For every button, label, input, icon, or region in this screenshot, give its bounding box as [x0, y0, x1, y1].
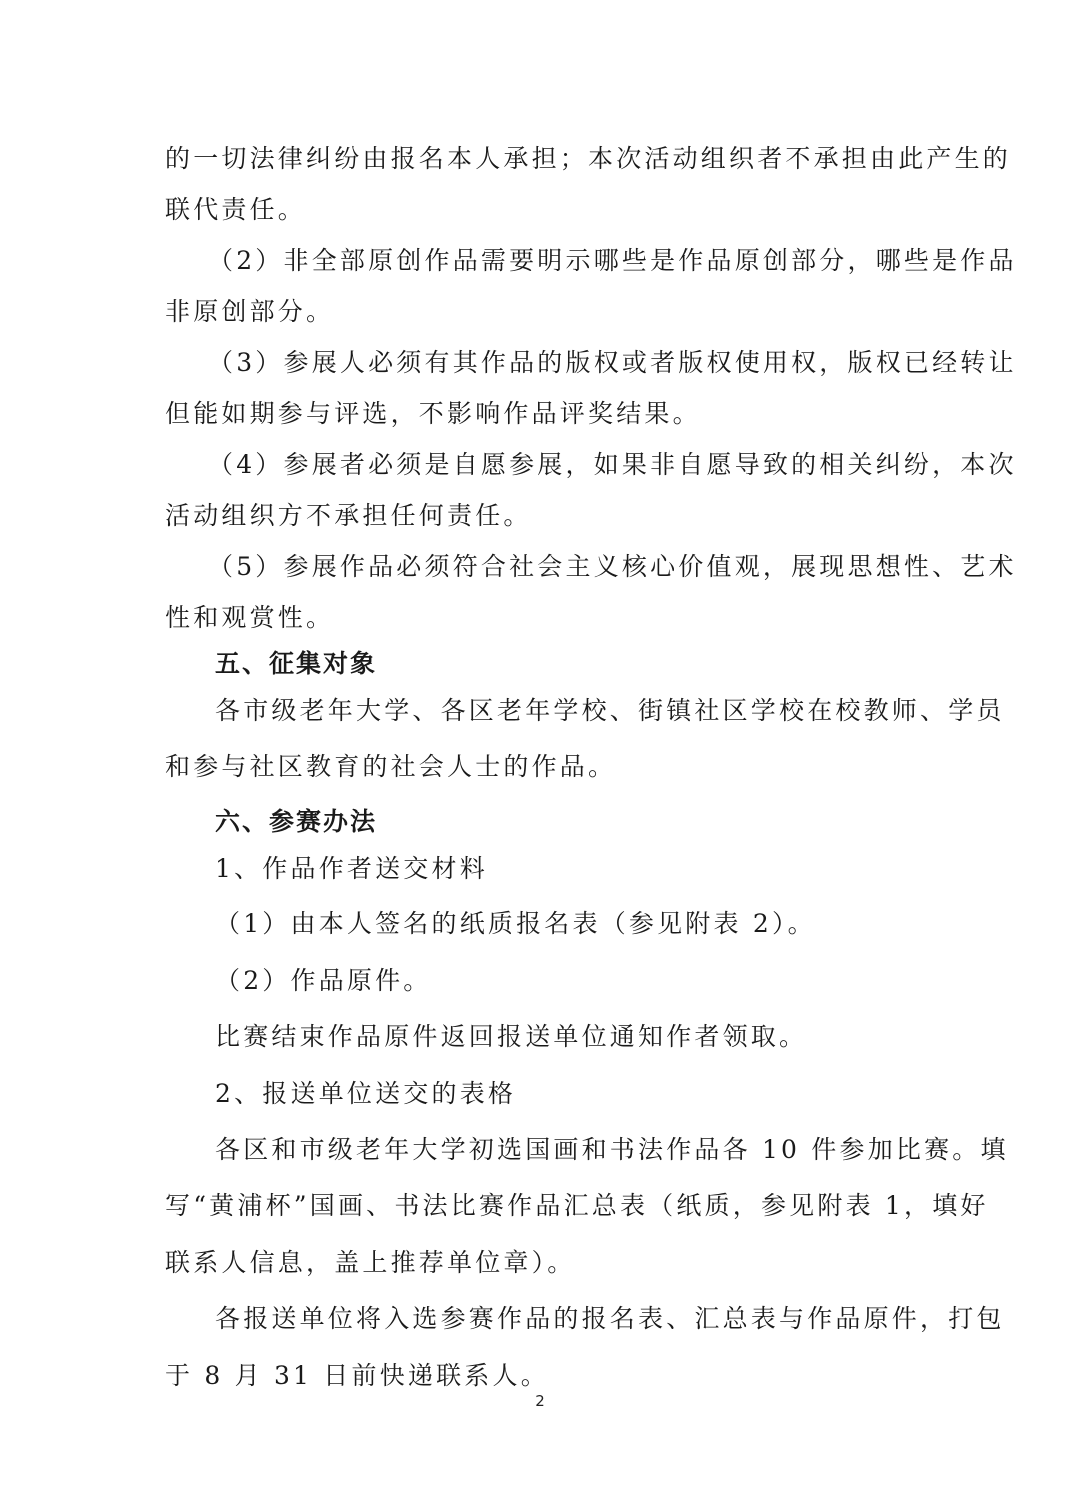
- paragraph-line: 非原创部分。: [165, 297, 335, 326]
- paragraph-line: （3）参展人必须有其作品的版权或者版权使用权，版权已经转让: [208, 348, 1017, 377]
- paragraph-line: 于 8 月 31 日前快递联系人。: [165, 1361, 549, 1390]
- section-heading: 五、征集对象: [215, 649, 378, 678]
- paragraph-line: 的一切法律纠纷由报名本人承担；本次活动组织者不承担由此产生的: [165, 144, 1012, 173]
- paragraph-line: 联系人信息，盖上推荐单位章）。: [165, 1248, 576, 1277]
- paragraph-line: 性和观赏性。: [165, 603, 335, 632]
- paragraph-line: （4）参展者必须是自愿参展，如果非自愿导致的相关纠纷，本次: [208, 450, 1017, 479]
- paragraph-line: （1）由本人签名的纸质报名表（参见附表 2）。: [215, 909, 816, 938]
- paragraph-line: 但能如期参与评选，不影响作品评奖结果。: [165, 399, 701, 428]
- paragraph-line: 比赛结束作品原件返回报送单位通知作者领取。: [215, 1022, 808, 1051]
- page-number: 2: [535, 1392, 545, 1410]
- paragraph-line: （2）非全部原创作品需要明示哪些是作品原创部分，哪些是作品: [208, 246, 1017, 275]
- paragraph-line: 各市级老年大学、各区老年学校、街镇社区学校在校教师、学员: [215, 696, 1005, 725]
- section-heading: 六、参赛办法: [215, 807, 378, 836]
- paragraph-line: 2、报送单位送交的表格: [215, 1079, 517, 1108]
- paragraph-line: 和参与社区教育的社会人士的作品。: [165, 752, 617, 781]
- paragraph-line: （2）作品原件。: [215, 966, 432, 995]
- paragraph-line: 各区和市级老年大学初选国画和书法作品各 10 件参加比赛。填: [215, 1135, 1009, 1164]
- paragraph-line: 联代责任。: [165, 195, 307, 224]
- paragraph-line: （5）参展作品必须符合社会主义核心价值观，展现思想性、艺术: [208, 552, 1017, 581]
- paragraph-line: 活动组织方不承担任何责任。: [165, 501, 532, 530]
- paragraph-line: 各报送单位将入选参赛作品的报名表、汇总表与作品原件，打包: [215, 1304, 1005, 1333]
- paragraph-line: 写“黄浦杯”国画、书法比赛作品汇总表（纸质，参见附表 1，填好: [165, 1191, 989, 1220]
- paragraph-line: 1、作品作者送交材料: [215, 854, 488, 883]
